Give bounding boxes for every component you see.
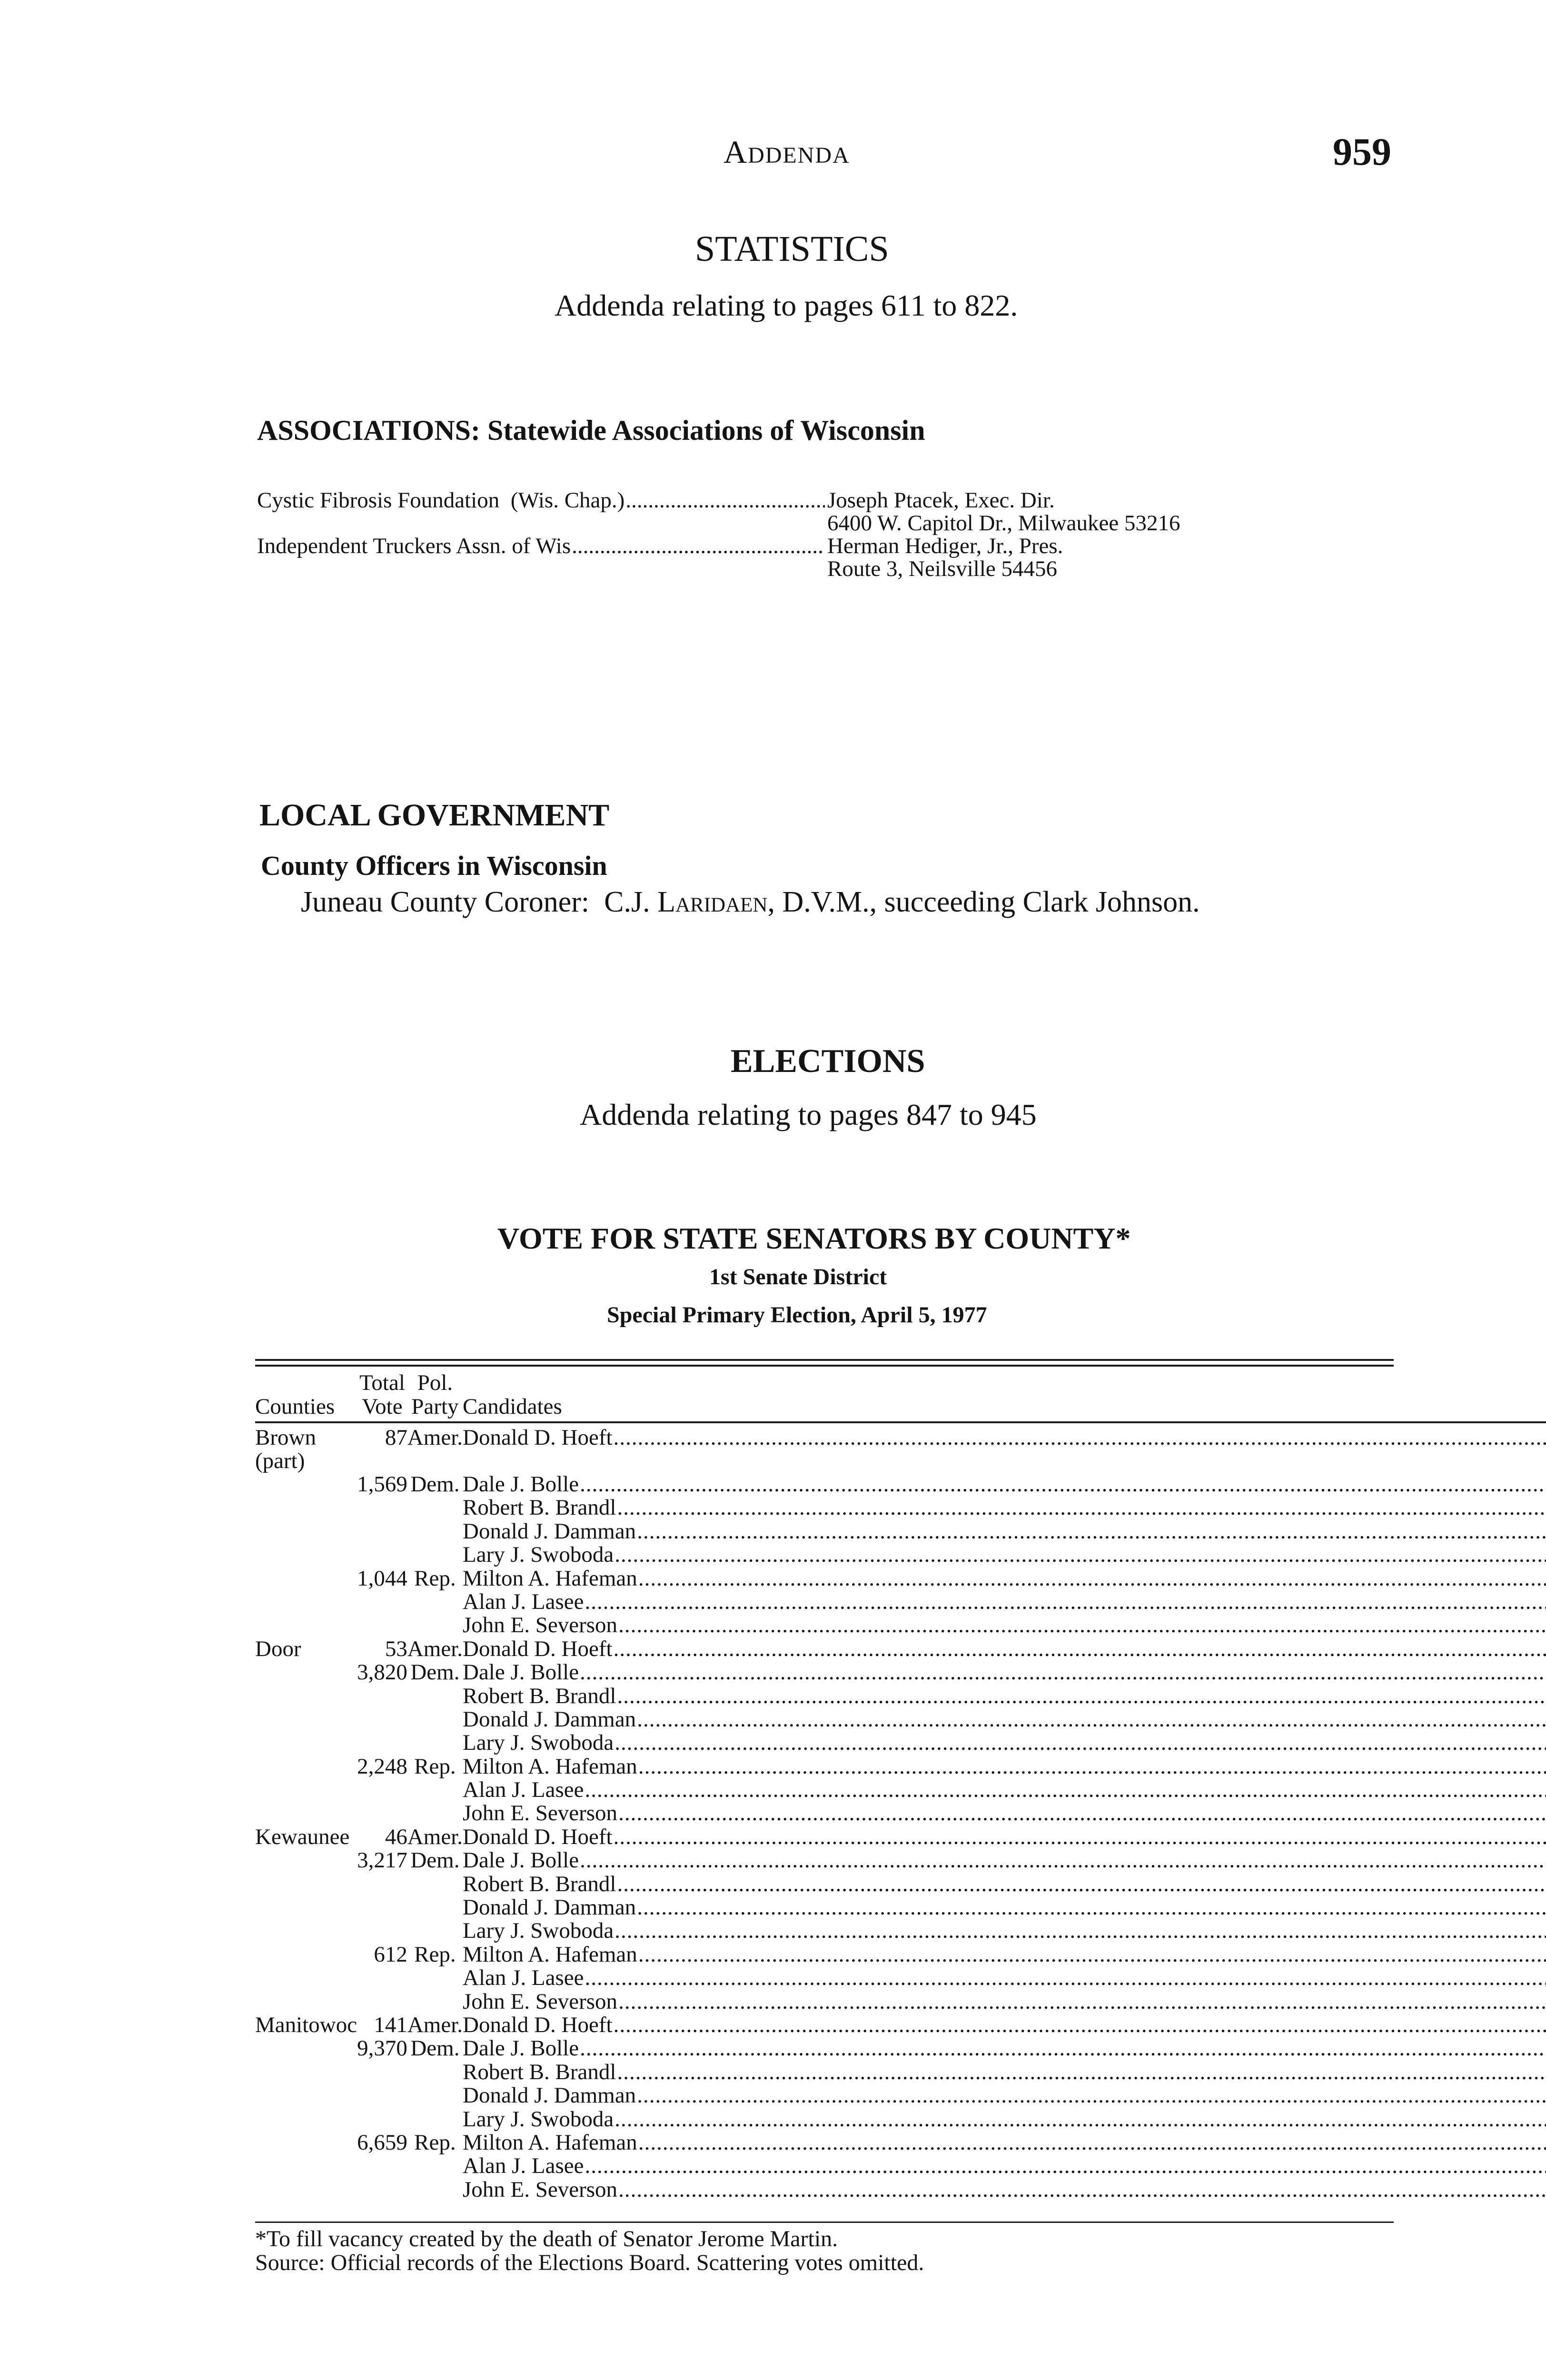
party-cell: Rep. <box>414 1566 456 1591</box>
candidate-cell <box>463 1637 1546 1661</box>
candidate-cell <box>463 2154 1546 2178</box>
county-cell <box>255 1614 357 1637</box>
table-row <box>255 1496 1546 1519</box>
candidate-name: Donald D. Hoeft <box>463 1636 613 1661</box>
party-cell: Amer. <box>407 1636 463 1661</box>
total-vote-cell: 3,217 <box>357 1848 407 1873</box>
candidate-name: Alan J. Lasee <box>463 1965 584 1991</box>
county-cell <box>255 1731 357 1755</box>
total-vote-cell <box>357 1614 407 1637</box>
candidate-cell <box>463 1422 1546 1473</box>
table-row <box>255 1990 1546 2013</box>
county-cell <box>255 1778 357 1802</box>
party-cell <box>407 1496 463 1519</box>
candidate-name: John E. Severson <box>463 1613 618 1638</box>
total-vote-cell: 1,044 <box>357 1566 407 1591</box>
party-cell <box>407 2084 463 2107</box>
leader-dots <box>580 1473 1546 1496</box>
table-row <box>255 2061 1546 2084</box>
total-vote-cell <box>357 1520 407 1543</box>
table-row <box>255 1943 1546 1966</box>
total-vote-cell <box>357 1590 407 1614</box>
candidate-name: Milton A. Hafeman <box>463 2130 637 2155</box>
table-row <box>255 1543 1546 1567</box>
header-total-vote <box>357 1371 407 1422</box>
coroner-prefix: Juneau County Coroner: C.J. <box>301 886 658 918</box>
party-cell: Rep. <box>414 1942 456 1967</box>
candidate-name: Donald J. Damman <box>463 1518 636 1544</box>
county-cell <box>255 1802 357 1825</box>
leader-dots <box>637 1520 1546 1543</box>
county-cell <box>255 1543 357 1567</box>
party-cell <box>407 2178 463 2202</box>
candidate-cell <box>463 1543 1546 1567</box>
table-row <box>255 1473 1546 1496</box>
coroner-suffix: , D.V.M., succeeding Clark Johnson. <box>767 886 1200 918</box>
total-vote-cell: 9,370 <box>357 2036 407 2061</box>
county-cell <box>255 1966 357 1990</box>
association-contact: Joseph Ptacek, Exec. Dir. <box>827 488 1055 513</box>
county-cell <box>255 2037 357 2060</box>
header-total-top: Total <box>359 1370 405 1395</box>
table-row <box>255 1567 1546 1590</box>
county-cell <box>255 1520 357 1543</box>
county-cell: Manitowoc <box>255 2012 357 2037</box>
county-cell: Brown (part) <box>255 1425 316 1473</box>
leader-dots <box>614 2013 1546 2037</box>
party-cell <box>407 1590 463 1614</box>
leader-dots <box>614 1825 1546 1849</box>
header-pol-party <box>407 1371 463 1422</box>
elections-subtitle: Addenda relating to pages 847 to 945 <box>580 1098 1037 1131</box>
party-cell <box>407 1802 463 1825</box>
leader-dots <box>617 1685 1546 1708</box>
party-cell <box>407 1614 463 1637</box>
candidate-cell <box>463 1685 1546 1708</box>
total-vote-cell: 87 <box>385 1425 407 1450</box>
party-cell <box>407 1919 463 1943</box>
candidate-name: Robert B. Brandl <box>463 2059 616 2084</box>
candidate-name: Donald J. Damman <box>463 1895 636 1920</box>
table-row <box>255 1685 1546 1708</box>
coroner-name: Laridaen <box>657 886 768 918</box>
party-cell <box>407 1966 463 1990</box>
party-cell <box>407 1896 463 1919</box>
table-row <box>255 1825 1546 1849</box>
statistics-title: STATISTICS <box>695 229 889 269</box>
association-entry-name <box>257 489 826 512</box>
candidate-name: Milton A. Hafeman <box>463 1754 637 1779</box>
leader-dots <box>617 2061 1546 2084</box>
vote-table-title: VOTE FOR STATE SENATORS BY COUNTY* <box>497 1221 1131 1255</box>
leader-dots <box>618 2178 1546 2202</box>
table-row <box>255 1731 1546 1755</box>
leader-dots <box>614 1637 1546 1661</box>
candidate-name: Lary J. Swoboda <box>463 1730 614 1755</box>
county-cell <box>255 2131 357 2154</box>
candidate-cell <box>463 2178 1546 2202</box>
table-row <box>255 1849 1546 1872</box>
candidate-name: Lary J. Swoboda <box>463 1918 614 1944</box>
candidate-name: Donald D. Hoeft <box>463 1425 613 1450</box>
county-cell <box>255 1849 357 1872</box>
association-entry-name <box>257 535 826 557</box>
total-vote-cell: 2,248 <box>357 1754 407 1779</box>
party-cell <box>407 2154 463 2178</box>
table-row <box>255 1590 1546 1614</box>
leader-dots <box>585 2154 1546 2178</box>
vote-table-body <box>255 1422 1546 2202</box>
county-cell <box>255 2154 357 2178</box>
candidate-cell <box>463 2013 1546 2037</box>
candidate-name: Alan J. Lasee <box>463 1589 584 1614</box>
candidate-name: Dale J. Bolle <box>463 1660 579 1685</box>
candidate-name: John E. Severson <box>463 1801 618 1826</box>
leader-dots <box>585 1590 1546 1614</box>
total-vote-cell: 53 <box>385 1636 407 1661</box>
total-vote-cell <box>357 1543 407 1567</box>
party-cell <box>407 1520 463 1543</box>
leader-dots <box>614 1919 1546 1943</box>
candidate-name: Donald J. Damman <box>463 2083 636 2108</box>
leader-dots <box>618 1614 1546 1637</box>
leader-dots <box>572 535 825 557</box>
header-counties: Counties <box>255 1394 335 1419</box>
candidate-cell <box>463 2084 1546 2107</box>
leader-dots <box>617 1496 1546 1519</box>
footnote: *To fill vacancy created by the death of Senator Jerome Martin. <box>255 2226 838 2251</box>
candidate-name: Milton A. Hafeman <box>463 1566 637 1591</box>
county-cell <box>255 1919 357 1943</box>
table-row <box>255 1802 1546 1825</box>
table-row <box>255 1755 1546 1778</box>
table-header-row <box>255 1371 1546 1422</box>
leader-dots <box>585 1966 1546 1990</box>
total-vote-cell <box>357 1778 407 1802</box>
leader-dots <box>580 1661 1546 1684</box>
party-cell <box>407 1543 463 1567</box>
candidate-name: Lary J. Swoboda <box>463 2106 614 2132</box>
table-row <box>255 1661 1546 1684</box>
county-cell <box>255 1943 357 1966</box>
party-cell <box>407 1731 463 1755</box>
total-vote-cell <box>357 2061 407 2084</box>
county-cell <box>255 2108 357 2131</box>
candidate-name: Donald J. Damman <box>463 1706 636 1732</box>
total-vote-cell: 612 <box>374 1942 407 1967</box>
county-cell <box>255 1755 357 1778</box>
leader-dots <box>585 1778 1546 1802</box>
leader-dots <box>580 1849 1546 1872</box>
leader-dots <box>638 1755 1546 1778</box>
table-row <box>255 1708 1546 1731</box>
association-name: Cystic Fibrosis Foundation (Wis. Chap.) <box>257 488 625 513</box>
party-cell: Amer. <box>407 1425 463 1450</box>
county-officers-subheading: County Officers in Wisconsin <box>261 850 607 881</box>
table-row <box>255 1896 1546 1919</box>
total-vote-cell <box>357 1685 407 1708</box>
party-cell <box>407 2061 463 2084</box>
association-address: 6400 W. Capitol Dr., Milwaukee 53216 <box>827 511 1180 536</box>
candidate-cell <box>463 1896 1546 1919</box>
leader-dots <box>614 1731 1546 1755</box>
table-row <box>255 2178 1546 2202</box>
candidate-cell <box>463 1567 1546 1590</box>
candidate-cell <box>463 1778 1546 1802</box>
candidate-cell <box>463 1802 1546 1825</box>
table-row <box>255 1919 1546 1943</box>
total-vote-cell <box>357 2108 407 2131</box>
county-cell <box>255 1567 357 1590</box>
total-vote-cell: 1,569 <box>357 1472 407 1497</box>
county-cell <box>255 1496 357 1519</box>
party-cell <box>407 1708 463 1731</box>
table-row <box>255 1966 1546 1990</box>
total-vote-cell <box>357 1802 407 1825</box>
table-row <box>255 1614 1546 1637</box>
leader-dots <box>580 2037 1546 2060</box>
leader-dots <box>614 1426 1546 1449</box>
page-number: 959 <box>1333 130 1391 173</box>
statistics-subtitle: Addenda relating to pages 611 to 822. <box>555 288 1018 322</box>
party-cell: Dem. <box>410 1660 460 1685</box>
header-party-bottom: Party <box>411 1394 459 1419</box>
county-cell <box>255 1590 357 1614</box>
header-candidates: Candidates <box>463 1394 562 1419</box>
candidate-cell <box>463 2108 1546 2131</box>
leader-dots <box>638 1943 1546 1966</box>
leader-dots <box>618 1990 1546 2013</box>
county-cell <box>255 1896 357 1919</box>
total-vote-cell <box>357 2154 407 2178</box>
candidate-cell <box>463 1966 1546 1990</box>
vote-table-election: Special Primary Election, April 5, 1977 <box>607 1302 987 1328</box>
candidate-cell <box>463 1731 1546 1755</box>
table-row <box>255 2154 1546 2178</box>
table-row <box>255 1422 1546 1473</box>
candidate-name: Robert B. Brandl <box>463 1683 616 1708</box>
total-vote-cell <box>357 1708 407 1731</box>
candidate-name: Dale J. Bolle <box>463 2036 579 2061</box>
party-cell <box>407 1778 463 1802</box>
party-cell: Amer. <box>407 2012 463 2037</box>
candidate-name: Dale J. Bolle <box>463 1472 579 1497</box>
table-row <box>255 2013 1546 2037</box>
candidate-cell <box>463 1990 1546 2013</box>
party-cell: Amer. <box>407 1824 463 1849</box>
local-government-heading: LOCAL GOVERNMENT <box>259 798 610 833</box>
total-vote-cell: 3,820 <box>357 1660 407 1685</box>
county-cell <box>255 1473 357 1496</box>
table-bottom-rule <box>255 2221 1394 2223</box>
total-vote-cell <box>357 2178 407 2202</box>
county-cell <box>255 2084 357 2107</box>
association-address: Route 3, Neilsville 54456 <box>827 556 1058 581</box>
county-cell: Door <box>255 1636 301 1661</box>
table-row <box>255 1637 1546 1661</box>
total-vote-cell <box>357 2084 407 2107</box>
vote-table-district: 1st Senate District <box>709 1264 887 1289</box>
associations-heading: ASSOCIATIONS: Statewide Associations of Wisconsin <box>257 415 925 446</box>
association-contact: Herman Hediger, Jr., Pres. <box>827 534 1063 558</box>
candidate-cell <box>463 1590 1546 1614</box>
candidate-cell <box>463 1825 1546 1849</box>
candidate-cell <box>463 1873 1546 1896</box>
candidate-name: Donald D. Hoeft <box>463 1824 613 1849</box>
leader-dots <box>638 2131 1546 2154</box>
candidate-cell <box>463 1919 1546 1943</box>
candidate-cell <box>463 1496 1546 1519</box>
leader-dots <box>637 1896 1546 1919</box>
running-title: Addenda <box>723 134 850 170</box>
candidate-cell <box>463 1614 1546 1637</box>
total-vote-cell <box>357 1896 407 1919</box>
leader-dots <box>637 1708 1546 1731</box>
header-party-top: Pol. <box>417 1370 453 1395</box>
elections-title: ELECTIONS <box>731 1043 925 1080</box>
association-name: Independent Truckers Assn. of Wis <box>257 534 571 558</box>
leader-dots <box>625 489 825 512</box>
party-cell: Rep. <box>414 2130 456 2155</box>
party-cell <box>407 1990 463 2013</box>
candidate-cell <box>463 1943 1546 1966</box>
leader-dots <box>614 1543 1546 1567</box>
candidate-name: Robert B. Brandl <box>463 1871 616 1896</box>
candidate-cell <box>463 2131 1546 2154</box>
county-cell <box>255 1708 357 1731</box>
county-cell <box>255 1873 357 1896</box>
county-cell <box>255 2061 357 2084</box>
header-total-bottom: Vote <box>362 1394 403 1419</box>
county-cell <box>255 1685 357 1708</box>
total-vote-cell <box>357 1496 407 1519</box>
source-note: Source: Official records of the Elections Board. Scattering votes omitted. <box>255 2250 924 2275</box>
table-top-rule <box>255 1365 1394 1367</box>
table-row <box>255 1873 1546 1896</box>
candidate-name: Dale J. Bolle <box>463 1848 579 1873</box>
total-vote-cell <box>357 1731 407 1755</box>
candidate-name: Lary J. Swoboda <box>463 1542 614 1567</box>
table-row <box>255 2108 1546 2131</box>
county-cell <box>255 2178 357 2202</box>
leader-dots <box>637 2084 1546 2107</box>
total-vote-cell: 141 <box>374 2012 407 2037</box>
county-cell <box>255 1661 357 1684</box>
party-cell: Dem. <box>410 1472 460 1497</box>
total-vote-cell <box>357 1873 407 1896</box>
table-row <box>255 2037 1546 2060</box>
candidate-name: Milton A. Hafeman <box>463 1942 637 1967</box>
party-cell: Dem. <box>410 2036 460 2061</box>
total-vote-cell: 46 <box>385 1824 407 1849</box>
candidate-cell <box>463 2061 1546 2084</box>
coroner-line <box>301 885 1200 919</box>
candidate-cell <box>463 2037 1546 2060</box>
party-cell <box>407 2108 463 2131</box>
party-cell: Dem. <box>410 1848 460 1873</box>
party-cell <box>407 1685 463 1708</box>
candidate-cell <box>463 1520 1546 1543</box>
party-cell: Rep. <box>414 1754 456 1779</box>
candidate-name: Alan J. Lasee <box>463 2153 584 2179</box>
candidate-cell <box>463 1849 1546 1872</box>
leader-dots <box>617 1873 1546 1896</box>
candidate-name: Donald D. Hoeft <box>463 2012 613 2037</box>
table-row <box>255 1520 1546 1543</box>
candidate-name: Robert B. Brandl <box>463 1495 616 1520</box>
candidate-name: John E. Severson <box>463 2177 618 2202</box>
table-row <box>255 1778 1546 1802</box>
leader-dots <box>638 1567 1546 1590</box>
candidate-cell <box>463 1708 1546 1731</box>
table-row <box>255 2131 1546 2154</box>
total-vote-cell <box>357 1990 407 2013</box>
candidate-cell <box>463 1661 1546 1684</box>
leader-dots <box>614 2108 1546 2131</box>
vote-table <box>255 1371 1546 2202</box>
total-vote-cell <box>357 1966 407 1990</box>
party-cell <box>407 1873 463 1896</box>
county-cell: Kewaunee <box>255 1824 350 1849</box>
table-row <box>255 2084 1546 2107</box>
leader-dots <box>618 1802 1546 1825</box>
candidate-name: Alan J. Lasee <box>463 1777 584 1803</box>
total-vote-cell <box>357 1919 407 1943</box>
table-top-rule <box>255 1359 1394 1361</box>
candidate-name: John E. Severson <box>463 1989 618 2014</box>
total-vote-cell: 6,659 <box>357 2130 407 2155</box>
candidate-cell <box>463 1473 1546 1496</box>
candidate-cell <box>463 1755 1546 1778</box>
county-cell <box>255 1990 357 2013</box>
